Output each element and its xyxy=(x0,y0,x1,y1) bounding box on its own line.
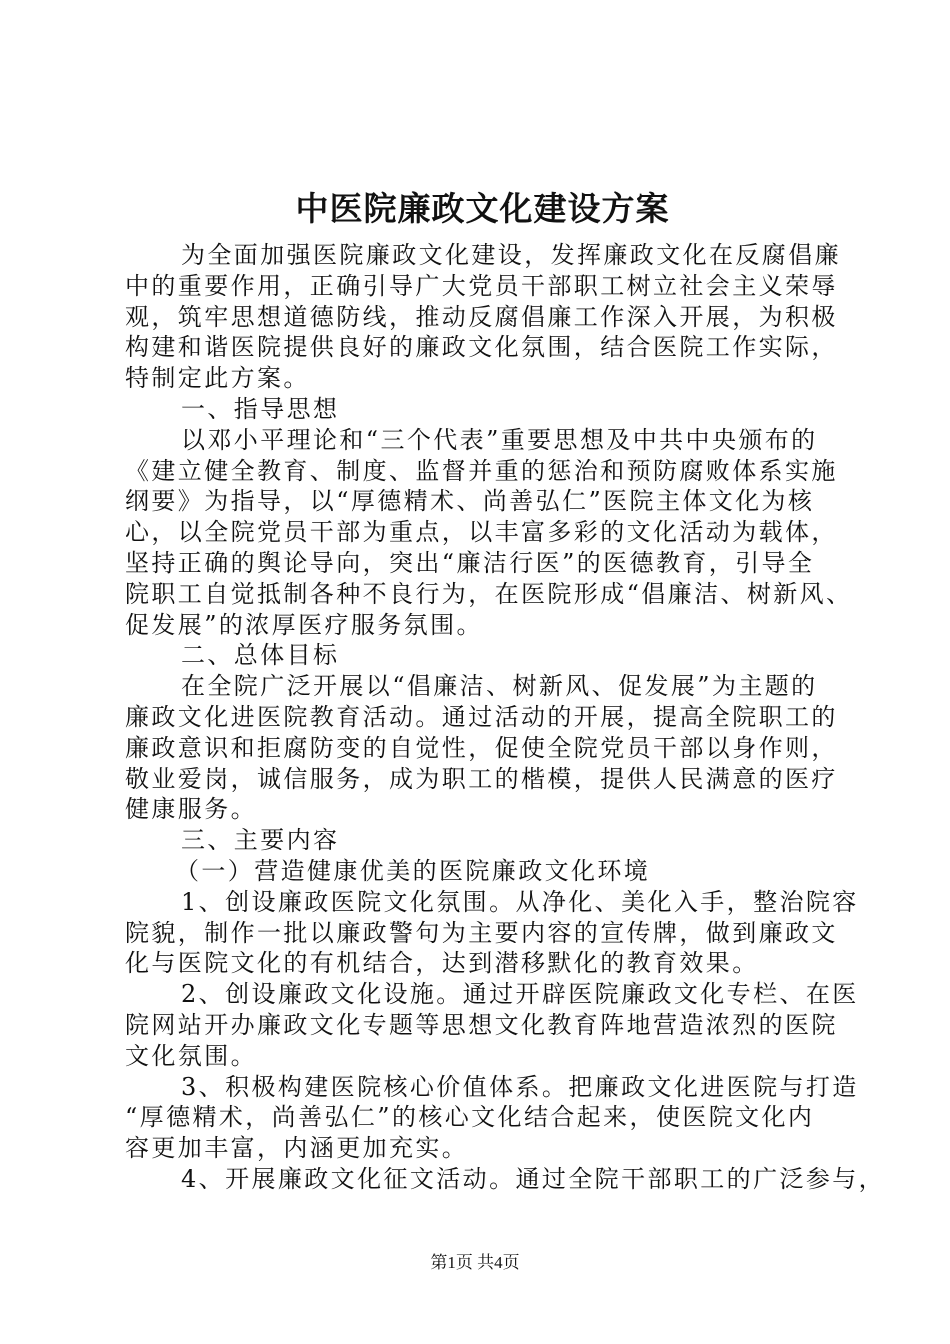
text-line: 特制定此方案。 xyxy=(125,364,310,393)
text-line: 三、主要内容 xyxy=(181,826,340,855)
text-line: 1、创设廉政医院文化氛围。从净化、美化入手，整治院容 xyxy=(181,887,859,916)
text-line: 坚持正确的舆论导向，突出“廉洁行医”的医德教育，引导全 xyxy=(125,548,815,577)
text-line: 4、开展廉政文化征文活动。通过全院干部职工的广泛参与， xyxy=(181,1164,886,1193)
subsection-heading xyxy=(125,856,840,887)
text-line: “厚德精术，尚善弘仁”的核心文化结合起来，使医院文化内 xyxy=(125,1103,815,1132)
text-line: 观，筑牢思想道德防线，推动反腐倡廉工作深入开展，为积极 xyxy=(125,302,838,331)
text-line: 敬业爱岗，诚信服务，成为职工的楷模，提供人民满意的医疗 xyxy=(125,764,838,793)
section-heading xyxy=(125,394,840,425)
text-line: 3、积极构建医院核心价值体系。把廉政文化进医院与打造 xyxy=(181,1072,859,1101)
page-footer: 第1页 共4页 xyxy=(430,1253,520,1272)
text-line: 廉政文化进医院教育活动。通过活动的开展，提高全院职工的 xyxy=(125,702,838,731)
text-line: 一、指导思想 xyxy=(181,394,340,423)
document-body xyxy=(125,178,886,1195)
text-line: 容更加丰富，内涵更加充实。 xyxy=(125,1134,469,1163)
text-line: 《建立健全教育、制度、监督并重的惩治和预防腐败体系实施 xyxy=(125,456,838,485)
paragraph xyxy=(125,1072,859,1164)
text-line: 在全院广泛开展以“倡廉洁、树新风、促发展”为主题的 xyxy=(181,672,818,701)
paragraph xyxy=(125,425,853,641)
section-heading xyxy=(125,825,840,856)
text-line: 院网站开办廉政文化专题等思想文化教育阵地营造浓烈的医院 xyxy=(125,1010,838,1039)
text-line: 纲要》为指导，以“厚德精术、尚善弘仁”医院主体文化为核 xyxy=(125,487,815,516)
text-line: 为全面加强医院廉政文化建设，发挥廉政文化在反腐倡廉 xyxy=(181,241,841,269)
text-line: 构建和谐医院提供良好的廉政文化氛围，结合医院工作实际， xyxy=(125,333,838,362)
paragraph xyxy=(125,887,859,979)
text-line: 院貌，制作一批以廉政警句为主要内容的宣传牌，做到廉政文 xyxy=(125,918,838,947)
text-line: 2、创设廉政文化设施。通过开辟医院廉政文化专栏、在医 xyxy=(181,980,859,1009)
text-line: 院职工自觉抵制各种不良行为，在医院形成“倡廉洁、树新风、 xyxy=(125,579,853,608)
text-line: 化与医院文化的有机结合，达到潜移默化的教育效果。 xyxy=(125,949,759,978)
section-heading xyxy=(125,640,840,671)
document-content xyxy=(125,240,886,1195)
paragraph xyxy=(125,671,840,825)
document-title: 中医院廉政文化建设方案 xyxy=(295,189,670,228)
text-line: 促发展”的浓厚医疗服务氛围。 xyxy=(125,610,483,639)
text-line: 心，以全院党员干部为重点，以丰富多彩的文化活动为载体， xyxy=(125,518,838,547)
paragraph xyxy=(125,240,840,394)
text-line: 廉政意识和拒腐防变的自觉性，促使全院党员干部以身作则， xyxy=(125,733,838,762)
text-line: 健康服务。 xyxy=(125,795,257,824)
text-line: 以邓小平理论和“三个代表”重要思想及中共中央颁布的 xyxy=(181,425,818,454)
text-line: 二、总体目标 xyxy=(181,641,340,670)
paragraph xyxy=(125,1164,886,1195)
text-line: 文化氛围。 xyxy=(125,1041,257,1070)
text-line: 中的重要作用，正确引导广大党员干部职工树立社会主义荣辱 xyxy=(125,271,838,300)
paragraph xyxy=(125,979,859,1071)
text-line: （一）营造健康优美的医院廉政文化环境 xyxy=(175,856,651,885)
